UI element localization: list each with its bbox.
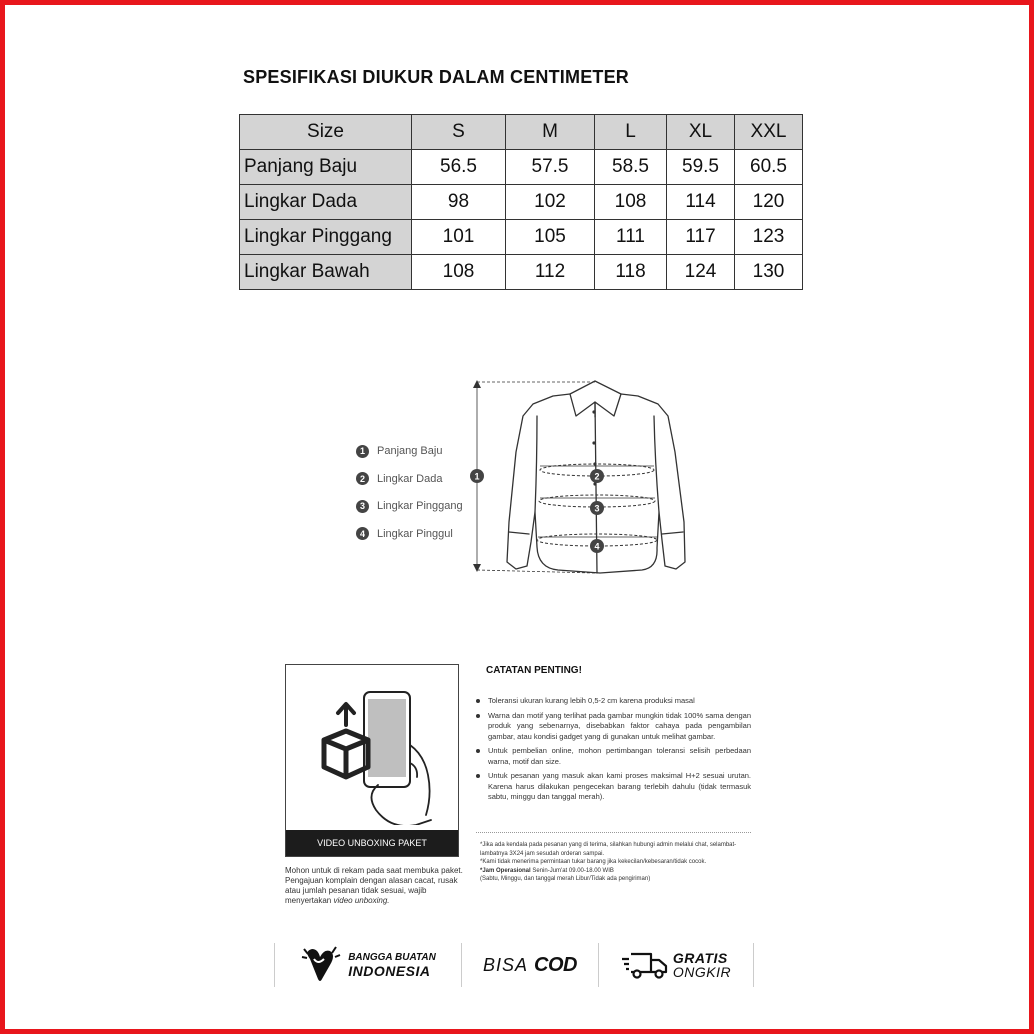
cell: 108 xyxy=(412,255,506,290)
legend-number: 2 xyxy=(356,472,369,485)
important-notes xyxy=(476,665,751,807)
unboxing-label: VIDEO UNBOXING PAKET xyxy=(286,830,458,856)
unboxing-panel xyxy=(285,664,459,857)
footnotes xyxy=(480,841,755,884)
header-size: Size xyxy=(240,115,412,150)
measurement-legend xyxy=(356,438,463,548)
cell: 123 xyxy=(735,220,803,255)
legend-label: Lingkar Pinggul xyxy=(377,527,453,540)
svg-text:2: 2 xyxy=(594,471,600,482)
table-row xyxy=(240,220,803,255)
header-l: L xyxy=(595,115,667,150)
row-label: Lingkar Pinggang xyxy=(240,220,412,255)
badge1-line1: BANGGA BUATAN xyxy=(348,952,436,963)
table-row xyxy=(240,150,803,185)
row-label: Lingkar Dada xyxy=(240,185,412,220)
size-chart-table xyxy=(239,114,803,290)
footnote xyxy=(480,867,755,876)
badge2-cod: COD xyxy=(534,953,577,976)
phone-unboxing-icon xyxy=(306,685,441,825)
legend-label: Panjang Baju xyxy=(377,445,443,457)
legend-number: 4 xyxy=(356,527,369,540)
badge-made-in-indonesia xyxy=(275,943,461,987)
cell: 59.5 xyxy=(667,150,735,185)
footnote: (Sabtu, Minggu, dan tanggal merah Libur/Tidak ada pengiriman) xyxy=(480,876,651,882)
cell: 108 xyxy=(595,185,667,220)
svg-text:4: 4 xyxy=(594,541,600,552)
svg-text:1: 1 xyxy=(474,471,480,482)
page-title: SPESIFIKASI DIUKUR DALAM CENTIMETER xyxy=(243,67,630,87)
hip-marker xyxy=(590,539,604,553)
footnote-bold: *Jam Operasional xyxy=(480,867,531,874)
legend-item xyxy=(356,521,463,547)
row-label: Lingkar Bawah xyxy=(240,255,412,290)
badge-free-shipping xyxy=(599,943,753,987)
legend-number: 1 xyxy=(356,445,369,458)
header-xxl: XXL xyxy=(735,115,803,150)
badge1-line2: INDONESIA xyxy=(348,963,431,979)
header-xl: XL xyxy=(667,115,735,150)
delivery-truck-icon xyxy=(621,950,669,980)
table-row xyxy=(240,255,803,290)
cell: 101 xyxy=(412,220,506,255)
legend-item xyxy=(356,438,463,464)
cell: 60.5 xyxy=(735,150,803,185)
cell: 118 xyxy=(595,255,667,290)
waist-marker xyxy=(590,501,604,515)
unboxing-text: Mohon untuk di rekam pada saat membuka paket. Pengajuan komplain dengan alasan cacat, rusak atau jumlah pesanan tidak sesuai, wajib menyertakan xyxy=(285,866,463,905)
unboxing-instructions xyxy=(285,866,467,906)
legend-item xyxy=(356,466,463,492)
list-item: Toleransi ukuran kurang lebih 0,5-2 cm karena produksi masal xyxy=(476,696,751,707)
cell: 102 xyxy=(506,185,595,220)
header-s: S xyxy=(412,115,506,150)
badge3-line1: GRATIS xyxy=(672,950,728,966)
cell: 105 xyxy=(506,220,595,255)
table-row xyxy=(240,185,803,220)
heart-hand-icon xyxy=(300,945,344,985)
badge3-line2: ONGKIR xyxy=(672,964,732,980)
badge-strip xyxy=(274,943,754,987)
cell: 58.5 xyxy=(595,150,667,185)
footnote: *Kami tidak menerima permintaan tukar barang jika kekecilan/kebesaran/tidak cocok. xyxy=(480,859,707,865)
arrow-down-icon xyxy=(473,564,481,572)
length-marker xyxy=(470,469,484,483)
cell: 114 xyxy=(667,185,735,220)
footnote-hours: Senin-Jum'at 09.00-18.00 WIB xyxy=(530,867,614,874)
shirt-diagram xyxy=(463,372,703,587)
cell: 112 xyxy=(506,255,595,290)
notes-list xyxy=(476,696,751,803)
cell: 124 xyxy=(667,255,735,290)
badge2-bisa: BISA xyxy=(483,954,529,975)
cell: 120 xyxy=(735,185,803,220)
legend-number: 3 xyxy=(356,500,369,513)
arrow-up-icon xyxy=(473,380,481,388)
cell: 57.5 xyxy=(506,150,595,185)
list-item: Untuk pembelian online, mohon pertimbangan toleransi selisih perbedaan warna, motif dan size. xyxy=(476,746,751,767)
notes-title: CATATAN PENTING! xyxy=(486,665,582,676)
legend-label: Lingkar Dada xyxy=(377,472,443,485)
list-item: Warna dan motif yang terlihat pada gambar mungkin tidak 100% sama dengan produk yang sebenarnya, disebabkan faktor cahaya pada pengambilan gambar, atau kondisi gadget yang di gunakan untuk melihat gambar. xyxy=(476,711,751,743)
badge-cod xyxy=(462,943,598,987)
cell: 111 xyxy=(595,220,667,255)
table-header-row xyxy=(240,115,803,150)
cell: 56.5 xyxy=(412,150,506,185)
row-label: Panjang Baju xyxy=(240,150,412,185)
unboxing-text-italic: video unboxing. xyxy=(333,896,390,905)
footnote: *Jika ada kendala pada pesanan yang di terima, silahkan hubungi admin melalui chat, selambat-lambatnya 3X24 jam sesudah orderan sampai. xyxy=(480,842,737,857)
cell: 130 xyxy=(735,255,803,290)
list-item: Untuk pesanan yang masuk akan kami proses maksimal H+2 sesuai urutan. Karena harus dilakukan pengecekan barang terlebih dahulu (tidak termasuk sabtu, minggu dan tanggal merah). xyxy=(476,771,751,803)
divider xyxy=(753,943,754,987)
legend-label: Lingkar Pinggang xyxy=(377,500,463,512)
svg-text:3: 3 xyxy=(594,503,600,514)
cell: 117 xyxy=(667,220,735,255)
cell: 98 xyxy=(412,185,506,220)
chest-marker xyxy=(590,469,604,483)
notes-divider xyxy=(476,832,751,833)
header-m: M xyxy=(506,115,595,150)
legend-item xyxy=(356,493,463,519)
